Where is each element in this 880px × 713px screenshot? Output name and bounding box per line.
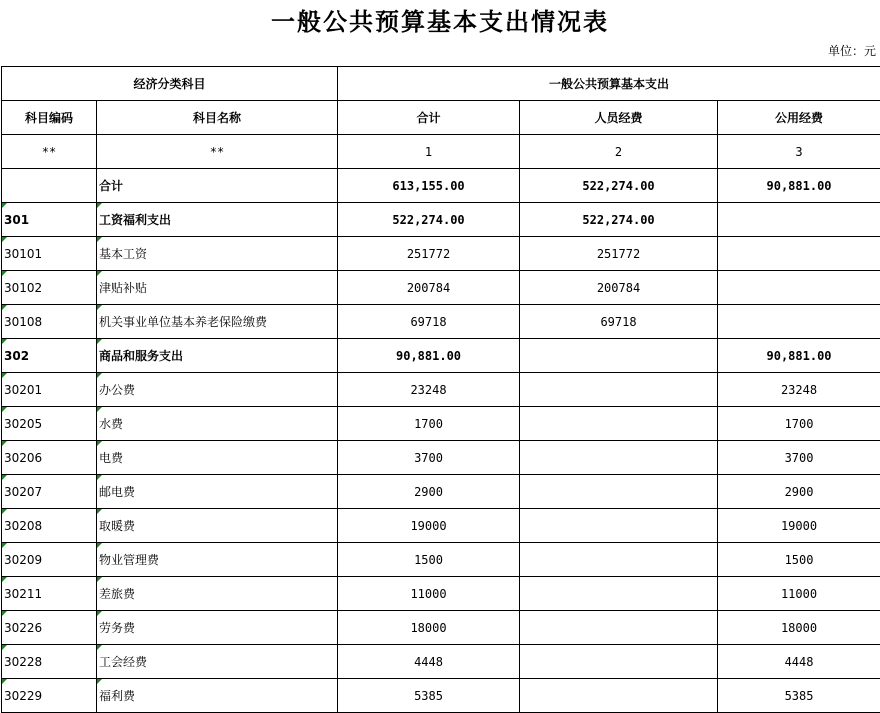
row-code: 302	[2, 339, 97, 373]
header-row-columns	[2, 101, 880, 135]
table-row	[2, 679, 880, 713]
row-personnel: 69718	[520, 305, 718, 339]
table-row	[2, 339, 880, 373]
row-code: 30102	[2, 271, 97, 305]
row-personnel	[520, 339, 718, 373]
index-name: **	[97, 135, 338, 169]
row-code: 30226	[2, 611, 97, 645]
row-total: 1700	[338, 407, 520, 441]
row-total: 5385	[338, 679, 520, 713]
header-public: 公用经费	[718, 101, 880, 135]
header-name: 科目名称	[97, 101, 338, 135]
table-row	[2, 305, 880, 339]
header-row-group	[2, 67, 880, 101]
index-row	[2, 135, 880, 169]
row-name: 工资福利支出	[97, 203, 338, 237]
row-public: 3700	[718, 441, 880, 475]
row-name: 电费	[97, 441, 338, 475]
row-personnel	[520, 509, 718, 543]
row-public	[718, 203, 880, 237]
table-row	[2, 373, 880, 407]
row-public: 19000	[718, 509, 880, 543]
row-total: 200784	[338, 271, 520, 305]
row-name: 福利费	[97, 679, 338, 713]
row-public: 18000	[718, 611, 880, 645]
row-code: 30208	[2, 509, 97, 543]
total-public: 90,881.00	[718, 169, 880, 203]
header-total: 合计	[338, 101, 520, 135]
table-row	[2, 509, 880, 543]
row-personnel: 200784	[520, 271, 718, 305]
row-code: 30211	[2, 577, 97, 611]
page-title: 一般公共预算基本支出情况表	[0, 2, 880, 37]
row-personnel	[520, 577, 718, 611]
row-personnel	[520, 475, 718, 509]
row-name: 工会经费	[97, 645, 338, 679]
row-total: 251772	[338, 237, 520, 271]
index-total: 1	[338, 135, 520, 169]
total-code	[2, 169, 97, 203]
header-personnel: 人员经费	[520, 101, 718, 135]
total-total: 613,155.00	[338, 169, 520, 203]
row-name: 办公费	[97, 373, 338, 407]
row-personnel	[520, 611, 718, 645]
row-total: 4448	[338, 645, 520, 679]
header-general-budget: 一般公共预算基本支出	[338, 67, 880, 101]
index-personnel: 2	[520, 135, 718, 169]
budget-table	[1, 66, 880, 713]
row-code: 30228	[2, 645, 97, 679]
table-row	[2, 577, 880, 611]
row-name: 邮电费	[97, 475, 338, 509]
row-name: 取暖费	[97, 509, 338, 543]
row-personnel	[520, 679, 718, 713]
row-personnel	[520, 543, 718, 577]
row-name: 物业管理费	[97, 543, 338, 577]
row-name: 机关事业单位基本养老保险缴费	[97, 305, 338, 339]
table-row	[2, 611, 880, 645]
row-code: 30108	[2, 305, 97, 339]
row-total: 11000	[338, 577, 520, 611]
table-row	[2, 475, 880, 509]
table-row	[2, 271, 880, 305]
row-public	[718, 237, 880, 271]
row-code: 30207	[2, 475, 97, 509]
row-code: 30209	[2, 543, 97, 577]
row-public: 23248	[718, 373, 880, 407]
row-code: 30201	[2, 373, 97, 407]
row-total: 69718	[338, 305, 520, 339]
row-public: 1500	[718, 543, 880, 577]
row-code: 301	[2, 203, 97, 237]
row-name: 水费	[97, 407, 338, 441]
row-total: 23248	[338, 373, 520, 407]
row-name: 差旅费	[97, 577, 338, 611]
table-row	[2, 237, 880, 271]
row-public: 11000	[718, 577, 880, 611]
row-name: 基本工资	[97, 237, 338, 271]
row-personnel	[520, 441, 718, 475]
index-code: **	[2, 135, 97, 169]
row-public: 1700	[718, 407, 880, 441]
row-total: 522,274.00	[338, 203, 520, 237]
row-personnel	[520, 645, 718, 679]
total-row	[2, 169, 880, 203]
row-public: 2900	[718, 475, 880, 509]
row-total: 1500	[338, 543, 520, 577]
row-code: 30229	[2, 679, 97, 713]
row-code: 30205	[2, 407, 97, 441]
row-total: 3700	[338, 441, 520, 475]
row-personnel	[520, 407, 718, 441]
row-name: 津贴补贴	[97, 271, 338, 305]
row-total: 19000	[338, 509, 520, 543]
header-code: 科目编码	[2, 101, 97, 135]
table-row	[2, 407, 880, 441]
row-public	[718, 305, 880, 339]
row-code: 30206	[2, 441, 97, 475]
total-name: 合计	[97, 169, 338, 203]
total-personnel: 522,274.00	[520, 169, 718, 203]
header-econ-category: 经济分类科目	[2, 67, 338, 101]
row-name: 商品和服务支出	[97, 339, 338, 373]
row-public	[718, 271, 880, 305]
row-personnel	[520, 373, 718, 407]
row-total: 18000	[338, 611, 520, 645]
row-total: 2900	[338, 475, 520, 509]
row-personnel: 522,274.00	[520, 203, 718, 237]
unit-label: 单位：元	[828, 42, 876, 59]
row-public: 90,881.00	[718, 339, 880, 373]
row-public: 5385	[718, 679, 880, 713]
table-row	[2, 543, 880, 577]
table-row	[2, 203, 880, 237]
table-row	[2, 645, 880, 679]
row-total: 90,881.00	[338, 339, 520, 373]
row-name: 劳务费	[97, 611, 338, 645]
table-row	[2, 441, 880, 475]
row-public: 4448	[718, 645, 880, 679]
index-public: 3	[718, 135, 880, 169]
row-code: 30101	[2, 237, 97, 271]
row-personnel: 251772	[520, 237, 718, 271]
